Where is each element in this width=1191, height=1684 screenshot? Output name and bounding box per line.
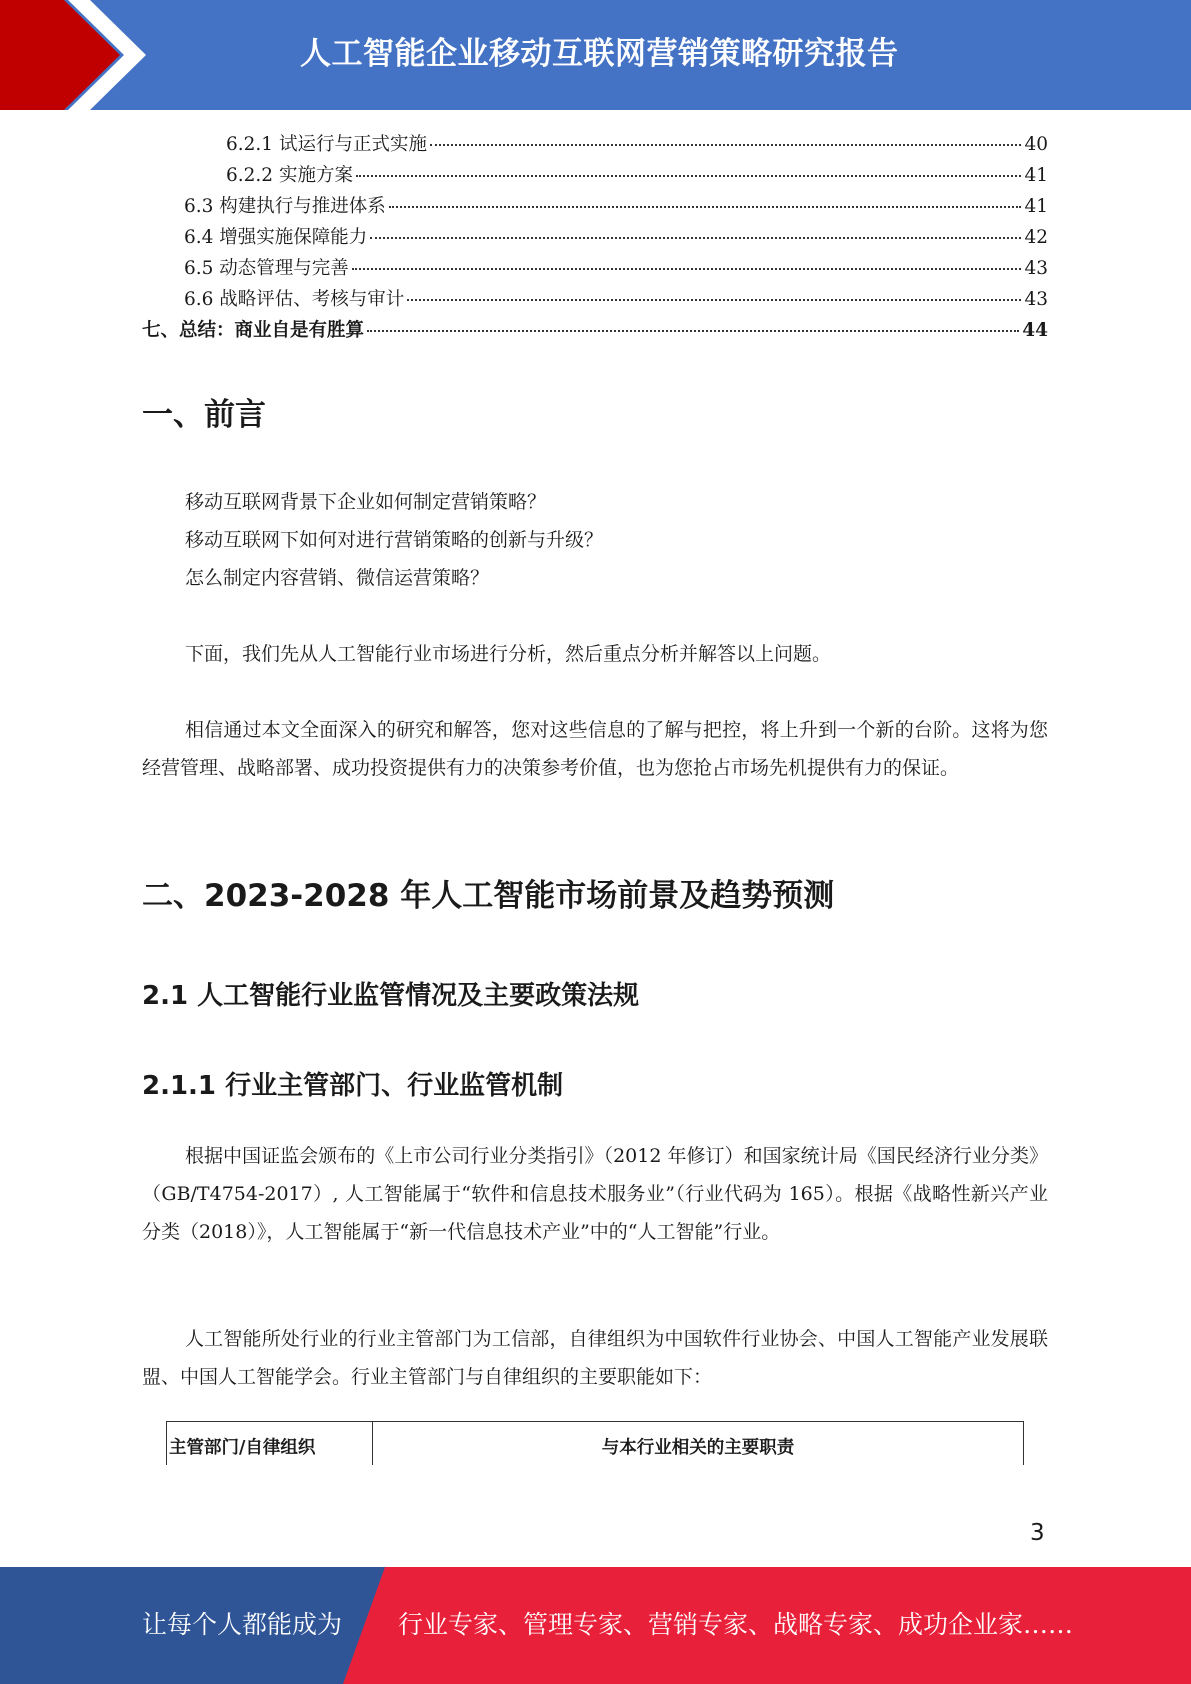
footer-slogan-left: 让每个人都能成为 — [142, 1610, 343, 1639]
toc-leader-dots — [352, 268, 1022, 270]
toc-leader-dots — [430, 144, 1021, 146]
toc-entry-page: 42 — [1024, 227, 1048, 248]
responsibility-table-header — [166, 1421, 1024, 1465]
paragraph: 下面，我们先从人工智能行业市场进行分析，然后重点分析并解答以上问题。 — [185, 643, 832, 665]
page-header — [0, 0, 1191, 110]
toc-entry-label: 6.3 构建执行与推进体系 — [184, 196, 386, 217]
toc-entry-page: 44 — [1022, 320, 1048, 341]
toc-leader-dots — [356, 175, 1022, 177]
toc-entry[interactable] — [142, 223, 1048, 254]
subsection-heading: 2.1 人工智能行业监管情况及主要政策法规 — [142, 981, 640, 1011]
page-number: 3 — [1030, 1520, 1045, 1546]
paragraph: 人工智能所处行业的行业主管部门为工信部，自律组织为中国软件行业协会、中国人工智能产业发展联盟、中国人工智能学会。行业主管部门与自律组织的主要职能如下： — [142, 1328, 1048, 1388]
toc-entry-label: 6.4 增强实施保障能力 — [184, 227, 368, 248]
footer-slogan-right: 行业专家、管理专家、营销专家、战略专家、成功企业家…… — [398, 1610, 1074, 1639]
subsection-heading: 2.1.1 行业主管部门、行业监管机制 — [142, 1071, 564, 1101]
toc-entry-label: 6.2.1 试运行与正式实施 — [226, 134, 427, 155]
table-header-cell: 主管部门/自律组织 — [167, 1422, 373, 1465]
page-footer — [0, 1567, 1191, 1684]
toc-entry-label: 七、总结：商业自是有胜算 — [142, 320, 365, 341]
question-2: 移动互联网下如何对进行营销策略的创新与升级？ — [185, 529, 604, 551]
report-title: 人工智能企业移动互联网营销策略研究报告 — [300, 36, 899, 72]
toc-entry[interactable] — [142, 192, 1048, 223]
chevron-graphic — [0, 0, 160, 110]
toc-leader-dots — [370, 237, 1021, 239]
toc-entry-page: 43 — [1024, 289, 1048, 310]
table-header-cell: 与本行业相关的主要职责 — [601, 1438, 795, 1458]
question-3: 怎么制定内容营销、微信运营策略？ — [185, 567, 490, 589]
toc-entry[interactable] — [142, 285, 1048, 316]
toc-entry-label: 6.2.2 实施方案 — [226, 165, 353, 186]
toc-entry-page: 40 — [1024, 134, 1048, 155]
toc-entry-label: 6.6 战略评估、考核与审计 — [184, 289, 405, 310]
table-of-contents — [142, 130, 1048, 347]
section-heading-preface: 一、前言 — [142, 397, 266, 433]
section-heading-forecast: 二、2023-2028 年人工智能市场前景及趋势预测 — [142, 878, 835, 914]
toc-entry-page: 41 — [1024, 165, 1048, 186]
question-1: 移动互联网背景下企业如何制定营销策略？ — [185, 491, 547, 513]
toc-entry[interactable] — [142, 254, 1048, 285]
paragraph: 根据中国证监会颁布的《上市公司行业分类指引》（2012 年修订）和国家统计局《国民经济行业分类》（GB/T4754-2017）, 人工智能属于“软件和信息技术服务业”（行业代码为 165）。根据《战略性新兴产业分类（2018）》，人工智能属于“新一代信息技术产业”中的“人工智能”行业。 — [142, 1145, 1048, 1243]
toc-entry-page: 41 — [1024, 196, 1048, 217]
toc-entry[interactable] — [142, 161, 1048, 192]
paragraph: 相信通过本文全面深入的研究和解答，您对这些信息的了解与把控，将上升到一个新的台阶。这将为您经营管理、战略部署、成功投资提供有力的决策参考价值，也为您抢占市场先机提供有力的保证。 — [142, 719, 1048, 779]
toc-entry[interactable] — [142, 130, 1048, 161]
toc-leader-dots — [367, 330, 1019, 332]
toc-entry-label: 6.5 动态管理与完善 — [184, 258, 349, 279]
toc-entry-page: 43 — [1024, 258, 1048, 279]
toc-leader-dots — [389, 206, 1022, 208]
toc-leader-dots — [407, 299, 1021, 301]
toc-entry[interactable] — [142, 316, 1048, 347]
